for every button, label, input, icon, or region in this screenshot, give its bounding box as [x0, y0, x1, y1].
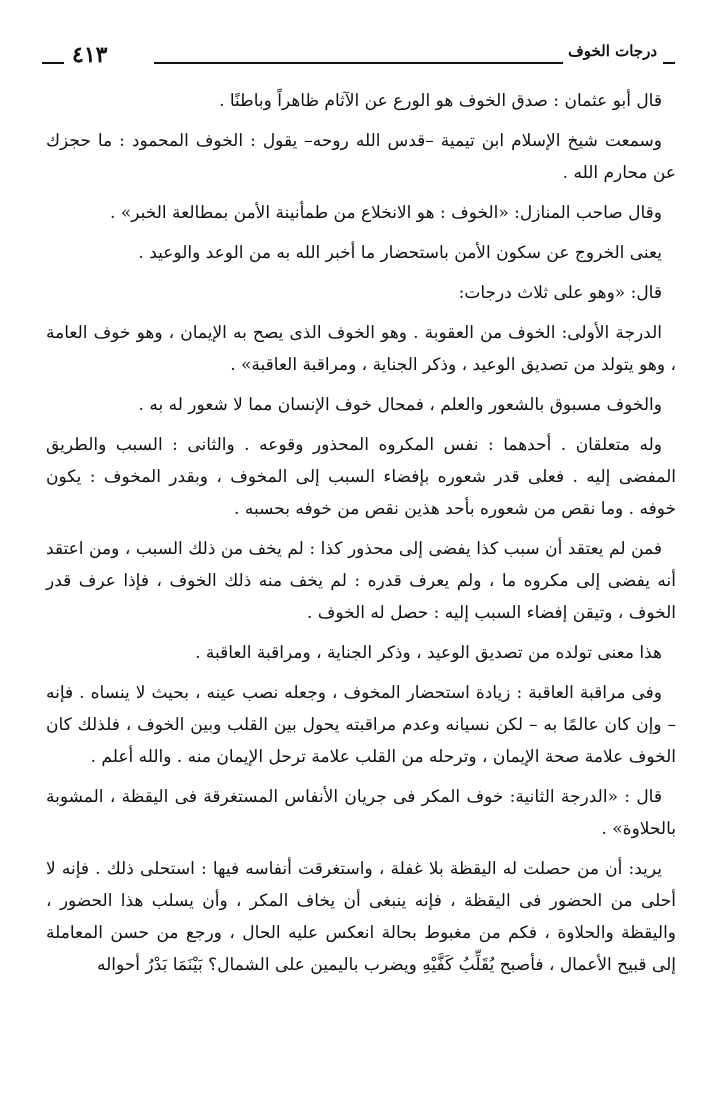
page-header	[42, 42, 675, 72]
page-number: ٤١٣	[72, 42, 108, 68]
paragraph: فمن لم يعتقد أن سبب كذا يفضى إلى محذور كذا : لم يخف من ذلك السبب ، ومن اعتقد أنه يفضى إلى مكروه ما ، ولم يعرف قدره : لم يخف منه ذلك الخوف ، فإذا عرف قدر الخوف ، وتيقن إفضاء السبب إليه : حصل له الخوف .	[46, 539, 676, 623]
page-body	[46, 85, 676, 989]
header-rule	[154, 62, 563, 64]
paragraph: وقال صاحب المنازل: «الخوف : هو الانخلاع من طمأنينة الأمن بمطالعة الخبر» .	[110, 203, 662, 223]
paragraph: قال: «وهو على ثلاث درجات:	[458, 283, 662, 303]
paragraph: يعنى الخروج عن سكون الأمن باستحضار ما أخبر الله به من الوعد والوعيد .	[138, 243, 662, 263]
paragraph: وسمعت شيخ الإسلام ابن تيمية –قدس الله روحه– يقول : الخوف المحمود : ما حجزك عن محارم الله .	[46, 131, 676, 183]
paragraph: الدرجة الأولى: الخوف من العقوبة . وهو الخوف الذى يصح به الإيمان ، وهو خوف العامة ، وهو يتولد من تصديق الوعيد ، وذكر الجناية ، ومراقبة العاقبة» .	[46, 323, 676, 375]
paragraph: والخوف مسبوق بالشعور والعلم ، فمحال خوف الإنسان مما لا شعور له به .	[138, 395, 662, 415]
paragraph: يريد: أن من حصلت له اليقظة بلا غفلة ، واستغرقت أنفاسه فيها : استحلى ذلك . فإنه لا أحلى من الحضور فى اليقظة ، فإنه ينبغى أن يخاف المكر ، وأن يسلب هذا الحضور ، واليقظة والحلاوة ، فكم من مغبوط بحالة انعكس عليه الحال ، ورجع من حسن المعاملة إلى قبيح الأعمال ، فأصبح يُقَلِّبُ كَفَّيْهِ ويضرب باليمين على الشمال؟ بَيْنَمَا بَدْرُ أحواله	[46, 859, 676, 975]
header-rule-right	[663, 62, 675, 64]
paragraph: قال : «الدرجة الثانية: خوف المكر فى جريان الأنفاس المستغرقة فى اليقظة ، المشوبة بالحلاوة» .	[46, 787, 676, 839]
paragraph: قال أبو عثمان : صدق الخوف هو الورع عن الآثام ظاهراً وباطنًا .	[219, 91, 662, 111]
paragraph: هذا معنى تولده من تصديق الوعيد ، وذكر الجناية ، ومراقبة العاقبة .	[195, 643, 662, 663]
paragraph: وله متعلقان . أحدهما : نفس المكروه المحذور وقوعه . والثانى : السبب والطريق المفضى إليه . فعلى قدر شعوره بإفضاء السبب إلى المخوف ، وبقدر المخوف : يكون خوفه . وما نقص من شعوره بأحد هذين نقص من خوفه بحسبه .	[46, 435, 676, 519]
paragraph: وفى مراقبة العاقبة : زيادة استحضار المخوف ، وجعله نصب عينه ، بحيث لا ينساه . فإنه – وإن كان عالمًا به – لكن نسيانه وعدم مراقبته يحول بين القلب وبين الخوف ، فلذلك كان الخوف علامة صحة الإيمان ، وترحله من القلب علامة ترحل الإيمان منه . والله أعلم .	[46, 683, 676, 767]
header-rule-left	[42, 62, 64, 64]
running-title: درجات الخوف	[568, 42, 657, 60]
